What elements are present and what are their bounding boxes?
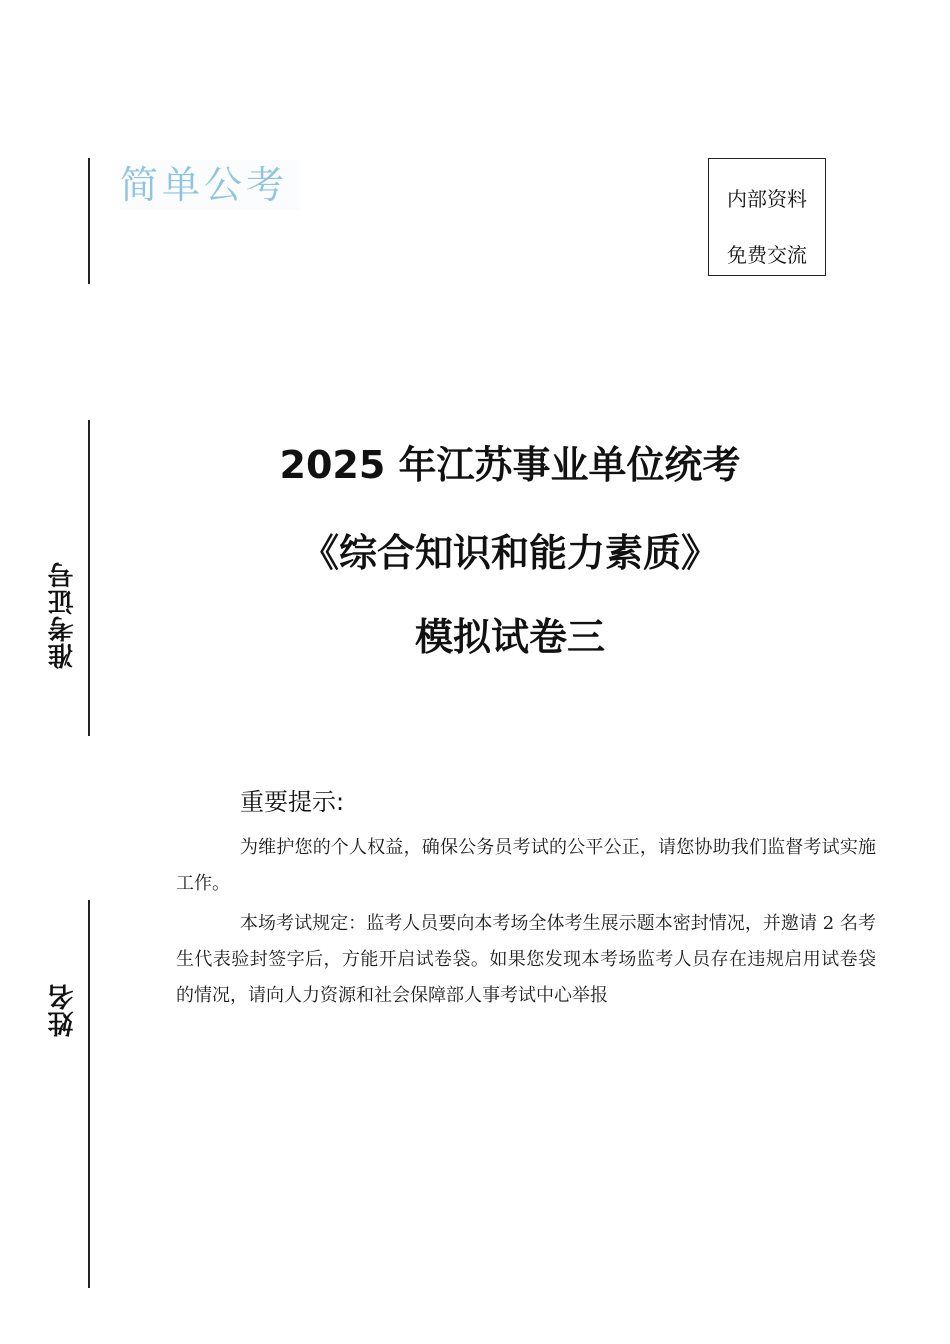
internal-material-box xyxy=(708,158,826,276)
binding-line-middle xyxy=(88,420,90,736)
stamp-line-free: 免费交流 xyxy=(727,243,807,267)
name-label: 姓名 xyxy=(48,983,78,1037)
stamp-line-internal: 内部资料 xyxy=(727,187,807,211)
binding-line-bottom xyxy=(88,900,90,1288)
brand-logo: 简单公考 xyxy=(120,160,300,210)
notice-paragraph: 为维护您的个人权益，确保公务员考试的公平公正，请您协助我们监督考试实施工作。 xyxy=(176,837,876,894)
exam-paper-number: 模拟试卷三 xyxy=(414,615,605,659)
notice-paragraph: 本场考试规定：监考人员要向本考场全体考生展示题本密封情况，并邀请 2 名考生代表验封签字后，方能开启试卷袋。如果您发现本考场监考人员存在违规启用试卷袋的情况，请向人力资源和社会保障部人事考试中心举报 xyxy=(176,913,876,1006)
exam-title: 2025 年江苏事业单位统考 xyxy=(279,443,741,487)
admission-number-label: 准考证号 xyxy=(48,561,78,669)
binding-line-top xyxy=(88,158,90,284)
notice-heading: 重要提示: xyxy=(240,788,345,816)
exam-subject: 《综合知识和能力素质》 xyxy=(300,531,719,575)
